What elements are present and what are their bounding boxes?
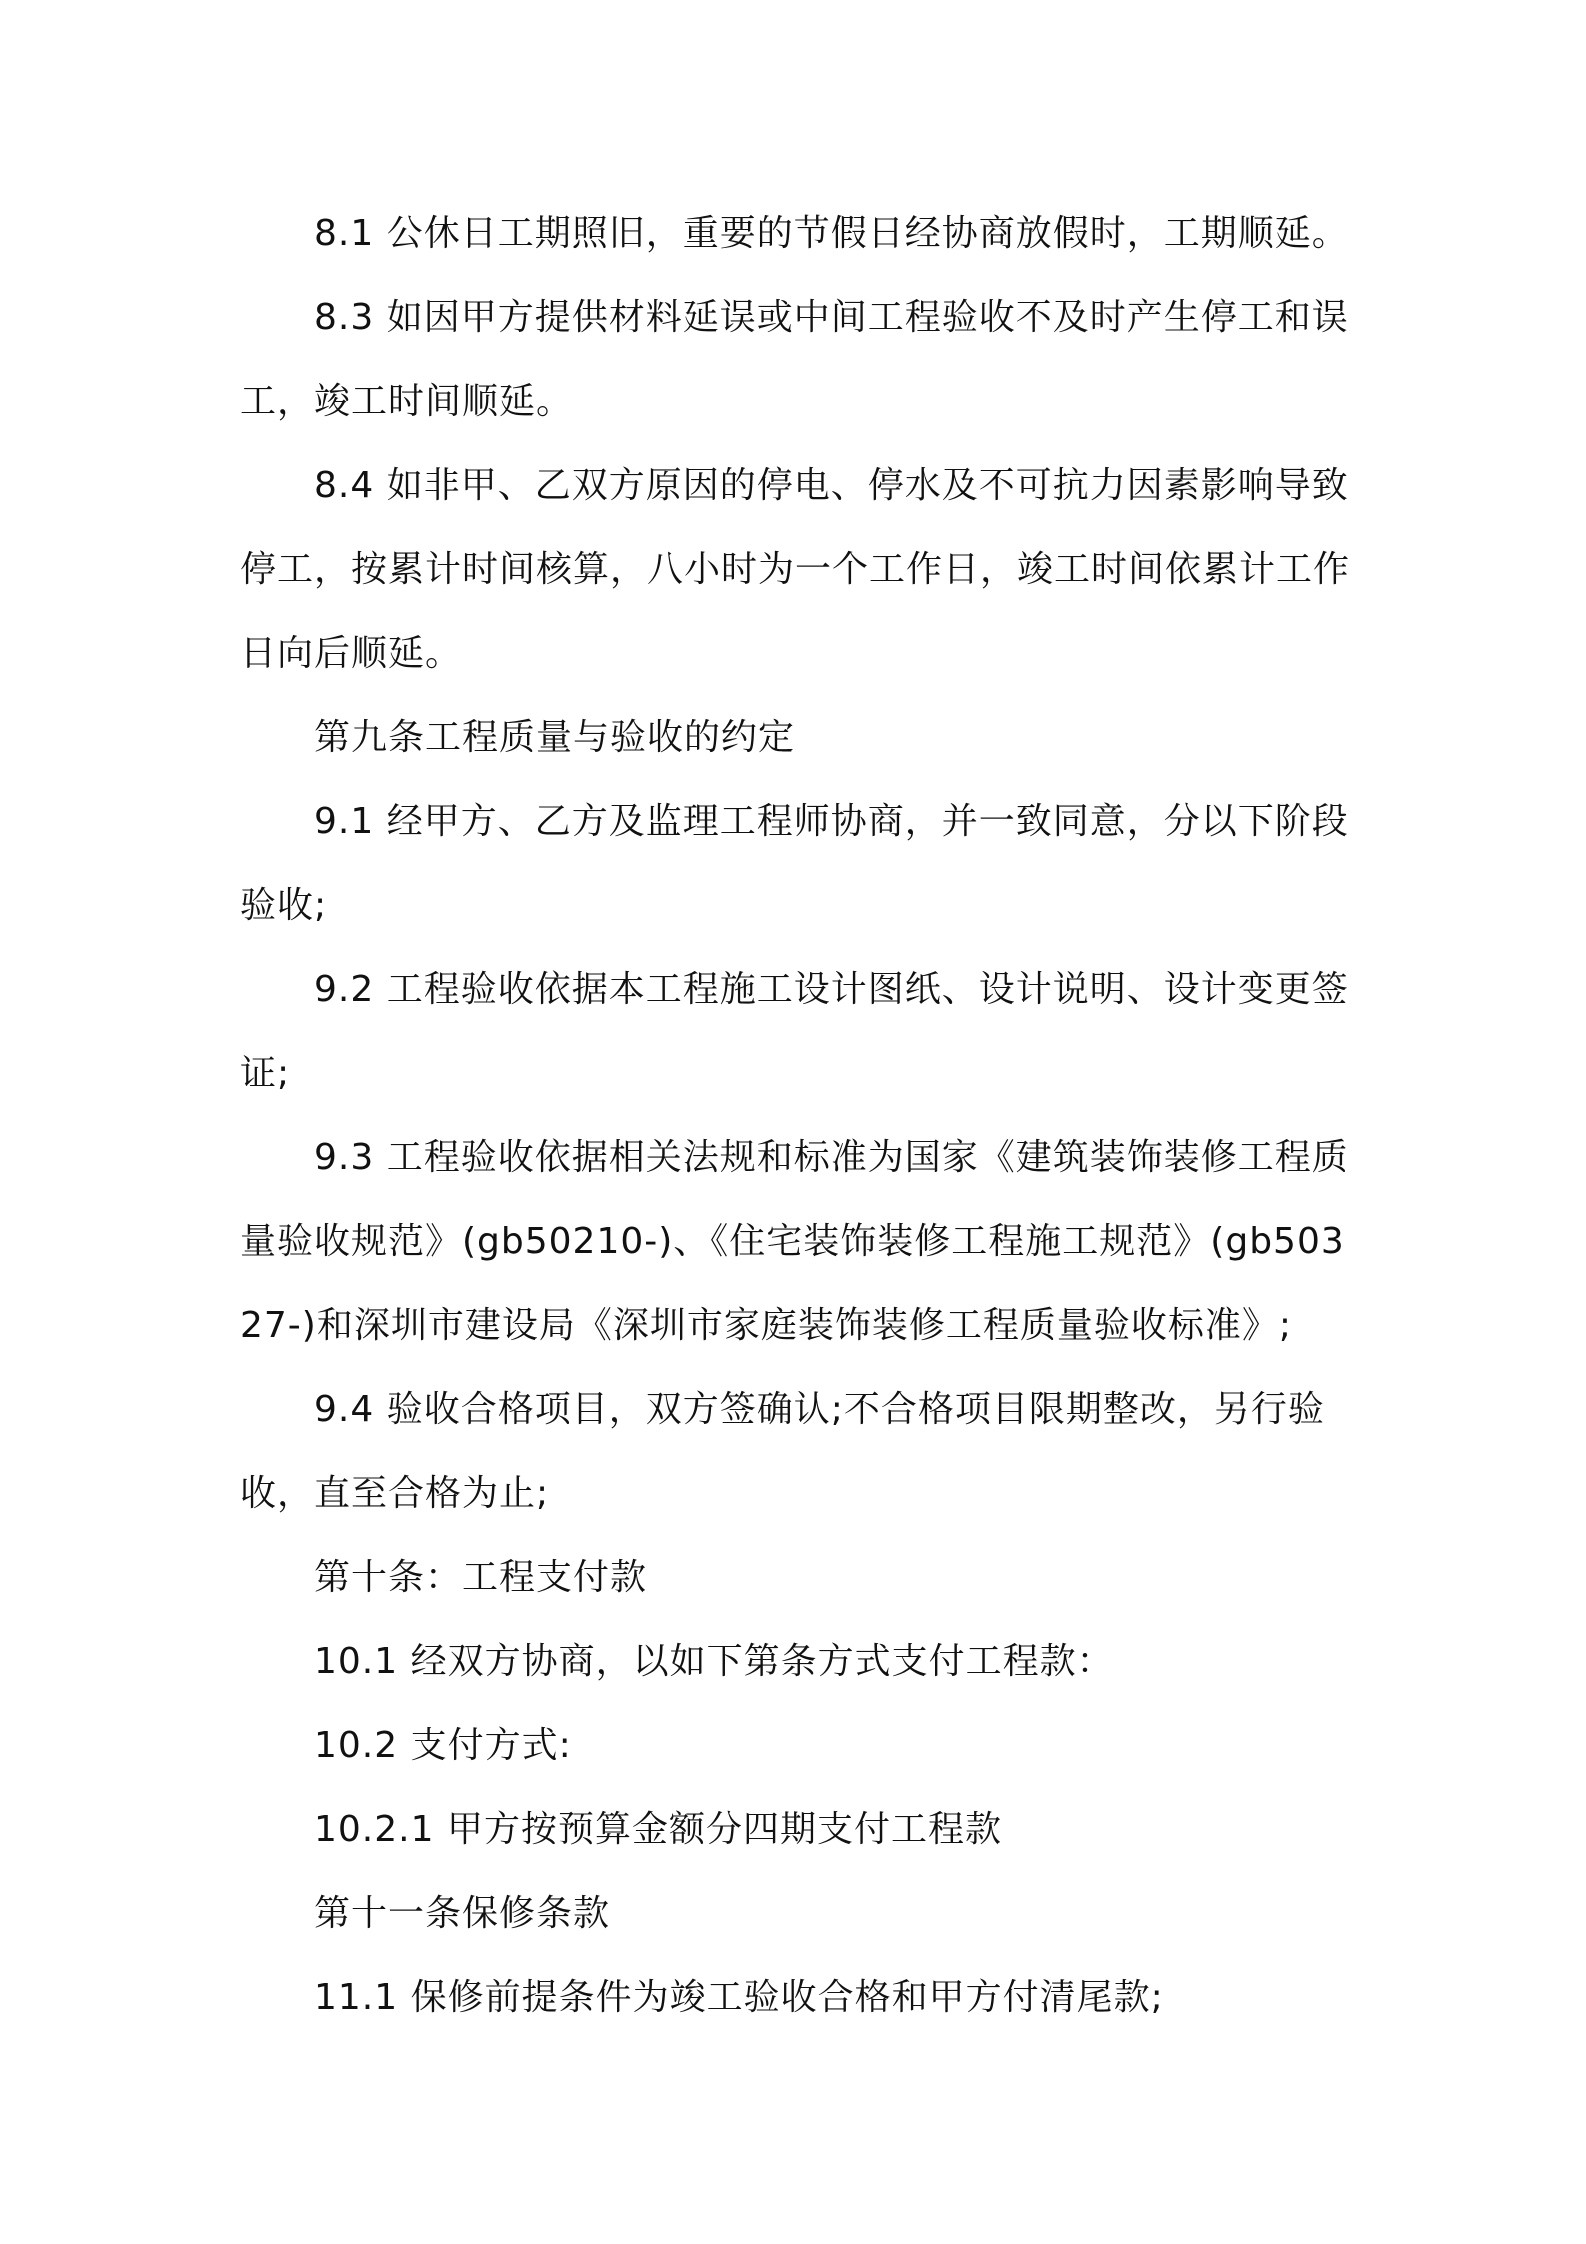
paragraph-9-2: 9.2 工程验收依据本工程施工设计图纸、设计说明、设计变更签证; (240, 969, 1349, 1094)
paragraph-9-4: 9.4 验收合格项目，双方签确认;不合格项目限期整改，另行验收，直至合格为止; (240, 1389, 1325, 1514)
paragraph-8-1: 8.1 公休日工期照旧，重要的节假日经协商放假时，工期顺延。 (314, 213, 1349, 254)
paragraph-9-1: 9.1 经甲方、乙方及监理工程师协商，并一致同意，分以下阶段验收; (240, 801, 1349, 926)
paragraph-10-2-1: 10.2.1 甲方按预算金额分四期支付工程款 (314, 1809, 1002, 1850)
paragraph-11-1: 11.1 保修前提条件为竣工验收合格和甲方付清尾款; (314, 1977, 1164, 2018)
section-heading-9: 第九条工程质量与验收的约定 (314, 717, 796, 758)
paragraph-9-3: 9.3 工程验收依据相关法规和标准为国家《建筑装饰装修工程质量验收规范》(gb50210-)、《住宅装饰装修工程施工规范》(gb50327-)和深圳市建设局《深圳市家庭装饰装修工程质量验收标准》; (240, 1137, 1349, 1346)
paragraph-8-4: 8.4 如非甲、乙双方原因的停电、停水及不可抗力因素影响导致停工，按累计时间核算，八小时为一个工作日，竣工时间依累计工作日向后顺延。 (240, 465, 1351, 674)
paragraph-10-1: 10.1 经双方协商，以如下第条方式支付工程款： (314, 1641, 1114, 1682)
document-page (240, 192, 1352, 2040)
section-heading-10: 第十条：工程支付款 (314, 1557, 648, 1598)
paragraph-8-3: 8.3 如因甲方提供材料延误或中间工程验收不及时产生停工和误工，竣工时间顺延。 (240, 297, 1349, 422)
paragraph-10-2: 10.2 支付方式: (314, 1725, 572, 1766)
section-heading-11: 第十一条保修条款 (314, 1893, 611, 1934)
